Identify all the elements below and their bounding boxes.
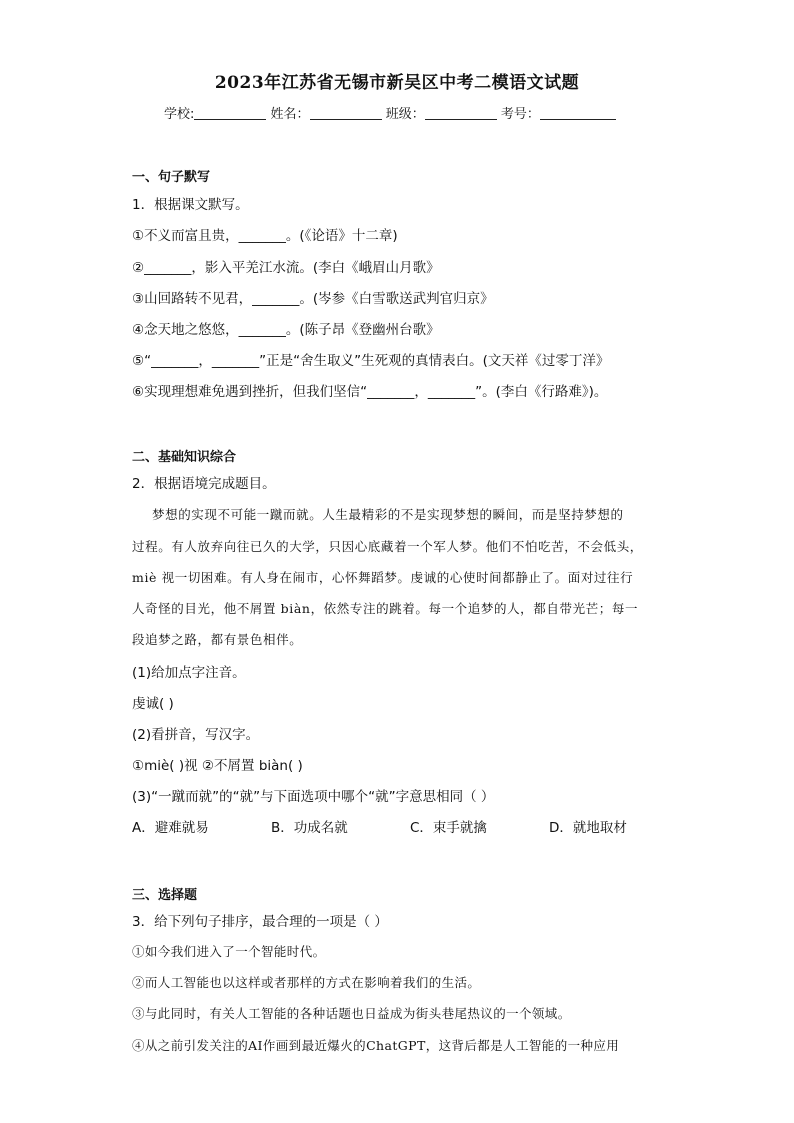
sentence-item: ②而人工智能也以这样或者那样的方式在影响着我们的生活。 — [132, 975, 481, 990]
passage-line: 人奇怪的目光，他不屑置 biàn，依然专注的跳着。每一个追梦的人，都自带光芒；每一 — [132, 601, 639, 616]
class-label: 班级： — [385, 107, 425, 122]
passage-line: 梦想的实现不可能一蹴而就。人生最精彩的不是实现梦想的瞬间，而是坚持梦想的 — [152, 507, 624, 522]
sub-question-1: (1)给加点字注音。 — [132, 665, 246, 681]
school-label: 学校: — [164, 107, 195, 122]
section-heading: 二、基础知识综合 — [132, 450, 237, 465]
dictation-item: ③山回路转不见君，_______。(岑参《白雪歌送武判官归京》 — [132, 291, 494, 307]
sentence-item: ③与此同时，有关人工智能的各种话题也日益成为街头巷尾热议的一个领域。 — [132, 1006, 571, 1021]
dictation-item: ②_______，影入平羌江水流。(李白《峨眉山月歌》 — [132, 260, 440, 276]
school-blank[interactable] — [194, 106, 266, 120]
option-d[interactable]: D．就地取材 — [549, 820, 627, 836]
dictation-item: ①不义而富且贵，_______。(《论语》十二章) — [132, 228, 398, 244]
pinyin-answer-item: 虔诚( ) — [132, 696, 174, 712]
section-heading: 三、选择题 — [132, 888, 198, 903]
name-label: 姓名： — [270, 107, 310, 122]
option-c[interactable]: C．束手就擒 — [410, 820, 487, 836]
passage-line: 过程。有人放弃向往已久的大学，只因心底藏着一个军人梦。他们不怕吃苦，不会低头， — [132, 539, 643, 554]
section-heading: 一、句子默写 — [132, 170, 211, 185]
exam-number-label: 考号： — [500, 107, 540, 122]
sentence-item: ④从之前引发关注的AI作画到最近爆火的ChatGPT，这背后都是人工智能的一种应用 — [132, 1038, 620, 1053]
question-3-prompt: 3．给下列句子排序，最合理的一项是（ ） — [132, 914, 388, 930]
student-info-line — [164, 103, 616, 122]
sentence-item: ①如今我们进入了一个智能时代。 — [132, 944, 326, 959]
question-1-prompt: 1．根据课文默写。 — [132, 197, 249, 213]
sub-question-2: (2)看拼音，写汉字。 — [132, 727, 260, 743]
name-blank[interactable] — [310, 106, 382, 120]
option-b[interactable]: B．功成名就 — [271, 820, 348, 836]
dictation-item: ④念天地之悠悠，_______。(陈子昂《登幽州台歌》 — [132, 322, 440, 338]
dictation-item: ⑥实现理想难免遇到挫折，但我们坚信“_______，_______”。(李白《行路难》)。 — [132, 384, 608, 400]
sub-question-3: (3)“一蹴而就”的“就”与下面选项中哪个“就”字意思相同（ ） — [132, 789, 495, 805]
page-title: 2023年江苏省无锡市新吴区中考二模语文试题 — [214, 73, 580, 93]
option-a[interactable]: A．避难就易 — [132, 820, 209, 836]
exam-number-blank[interactable] — [540, 106, 616, 120]
question-2-prompt: 2．根据语境完成题目。 — [132, 476, 276, 492]
passage-line: 段追梦之路，都有景色相伴。 — [132, 632, 303, 647]
hanzi-answer-item: ①miè( )视 ②不屑置 biàn( ) — [132, 758, 303, 774]
passage-line: miè 视一切困难。有人身在闹市，心怀舞蹈梦。虔诚的心使时间都静止了。面对过往行 — [132, 570, 634, 585]
class-blank[interactable] — [425, 106, 497, 120]
dictation-item: ⑤“_______，_______”正是“舍生取义”生死观的真情表白。(文天祥《过零丁洋》 — [132, 353, 610, 369]
